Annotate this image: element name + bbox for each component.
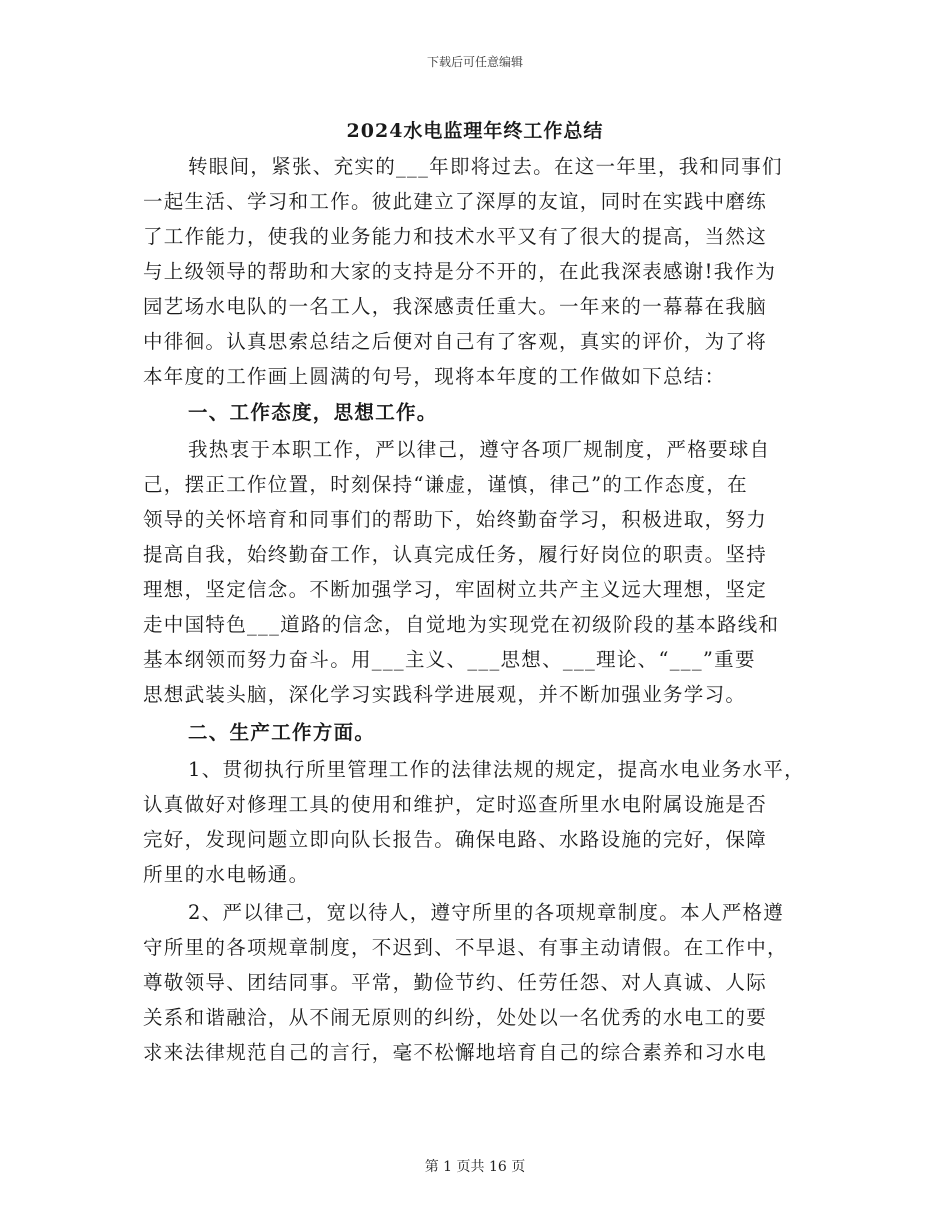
text-line: 己，摆正工作位置，时刻保持“谦虚，谨慎，律己”的工作态度，在 bbox=[143, 473, 748, 496]
section-heading: 一、工作态度，思想工作。 bbox=[188, 401, 438, 424]
text-line: 尊敬领导、团结同事。平常，勤俭节约、任劳任怨、对人真诚、人际 bbox=[143, 971, 768, 994]
text-line: 基本纲领而努力奋斗。用___主义、___思想、___理论、“___”重要 bbox=[143, 648, 756, 671]
text-line: 中徘徊。认真思索总结之后便对自己有了客观，真实的评价，为了将 bbox=[143, 330, 768, 353]
text-line: 守所里的各项规章制度，不迟到、不早退、有事主动请假。在工作中， bbox=[143, 936, 788, 959]
text-line: 了工作能力，使我的业务能力和技术水平又有了很大的提高，当然这 bbox=[143, 225, 768, 248]
text-line: 本年度的工作画上圆满的句号，现将本年度的工作做如下总结： bbox=[143, 365, 726, 388]
text-line: 领导的关怀培育和同事们的帮助下，始终勤奋学习，积极进取，努力 bbox=[143, 508, 768, 531]
text-line: 2、严以律己，宽以待人，遵守所里的各项规章制度。本人严格遵 bbox=[188, 901, 785, 924]
text-line: 园艺场水电队的一名工人，我深感责任重大。一年来的一幕幕在我脑 bbox=[143, 295, 768, 318]
text-line: 与上级领导的帮助和大家的支持是分不开的，在此我深表感谢!我作为 bbox=[143, 260, 777, 283]
text-line: 我热衷于本职工作，严以律己，遵守各项厂规制度，严格要球自 bbox=[188, 438, 771, 461]
text-line: 1、贯彻执行所里管理工作的法律法规的规定，提高水电业务水平， bbox=[188, 758, 805, 781]
text-line: 提高自我，始终勤奋工作，认真完成任务，履行好岗位的职责。坚持 bbox=[143, 543, 768, 566]
text-line: 完好，发现问题立即向队长报告。确保电路、水路设施的完好，保障 bbox=[143, 828, 768, 851]
text-line: 所里的水电畅通。 bbox=[143, 863, 310, 886]
text-line: 关系和谐融洽，从不闹无原则的纠纷，处处以一名优秀的水电工的要 bbox=[143, 1006, 768, 1029]
text-line: 转眼间，紧张、充实的___年即将过去。在这一年里，我和同事们 bbox=[188, 155, 783, 178]
section-heading: 二、生产工作方面。 bbox=[188, 721, 376, 744]
text-line: 一起生活、学习和工作。彼此建立了深厚的友谊，同时在实践中磨练 bbox=[143, 190, 768, 213]
document-title: 2024水电监理年终工作总结 bbox=[346, 120, 604, 142]
text-line: 思想武装头脑，深化学习实践科学进展观，并不断加强业务学习。 bbox=[143, 683, 747, 706]
text-line: 求来法律规范自己的言行，毫不松懈地培育自己的综合素养和习水电 bbox=[143, 1041, 768, 1064]
text-line: 走中国特色___道路的信念，自觉地为实现党在初级阶段的基本路线和 bbox=[143, 613, 780, 636]
text-line: 理想，坚定信念。不断加强学习，牢固树立共产主义远大理想，坚定 bbox=[143, 578, 768, 601]
text-line: 认真做好对修理工具的使用和维护，定时巡查所里水电附属设施是否 bbox=[143, 793, 768, 816]
header-note: 下载后可任意编辑 bbox=[426, 55, 523, 69]
page-footer: 第 1 页共 16 页 bbox=[424, 1159, 526, 1175]
